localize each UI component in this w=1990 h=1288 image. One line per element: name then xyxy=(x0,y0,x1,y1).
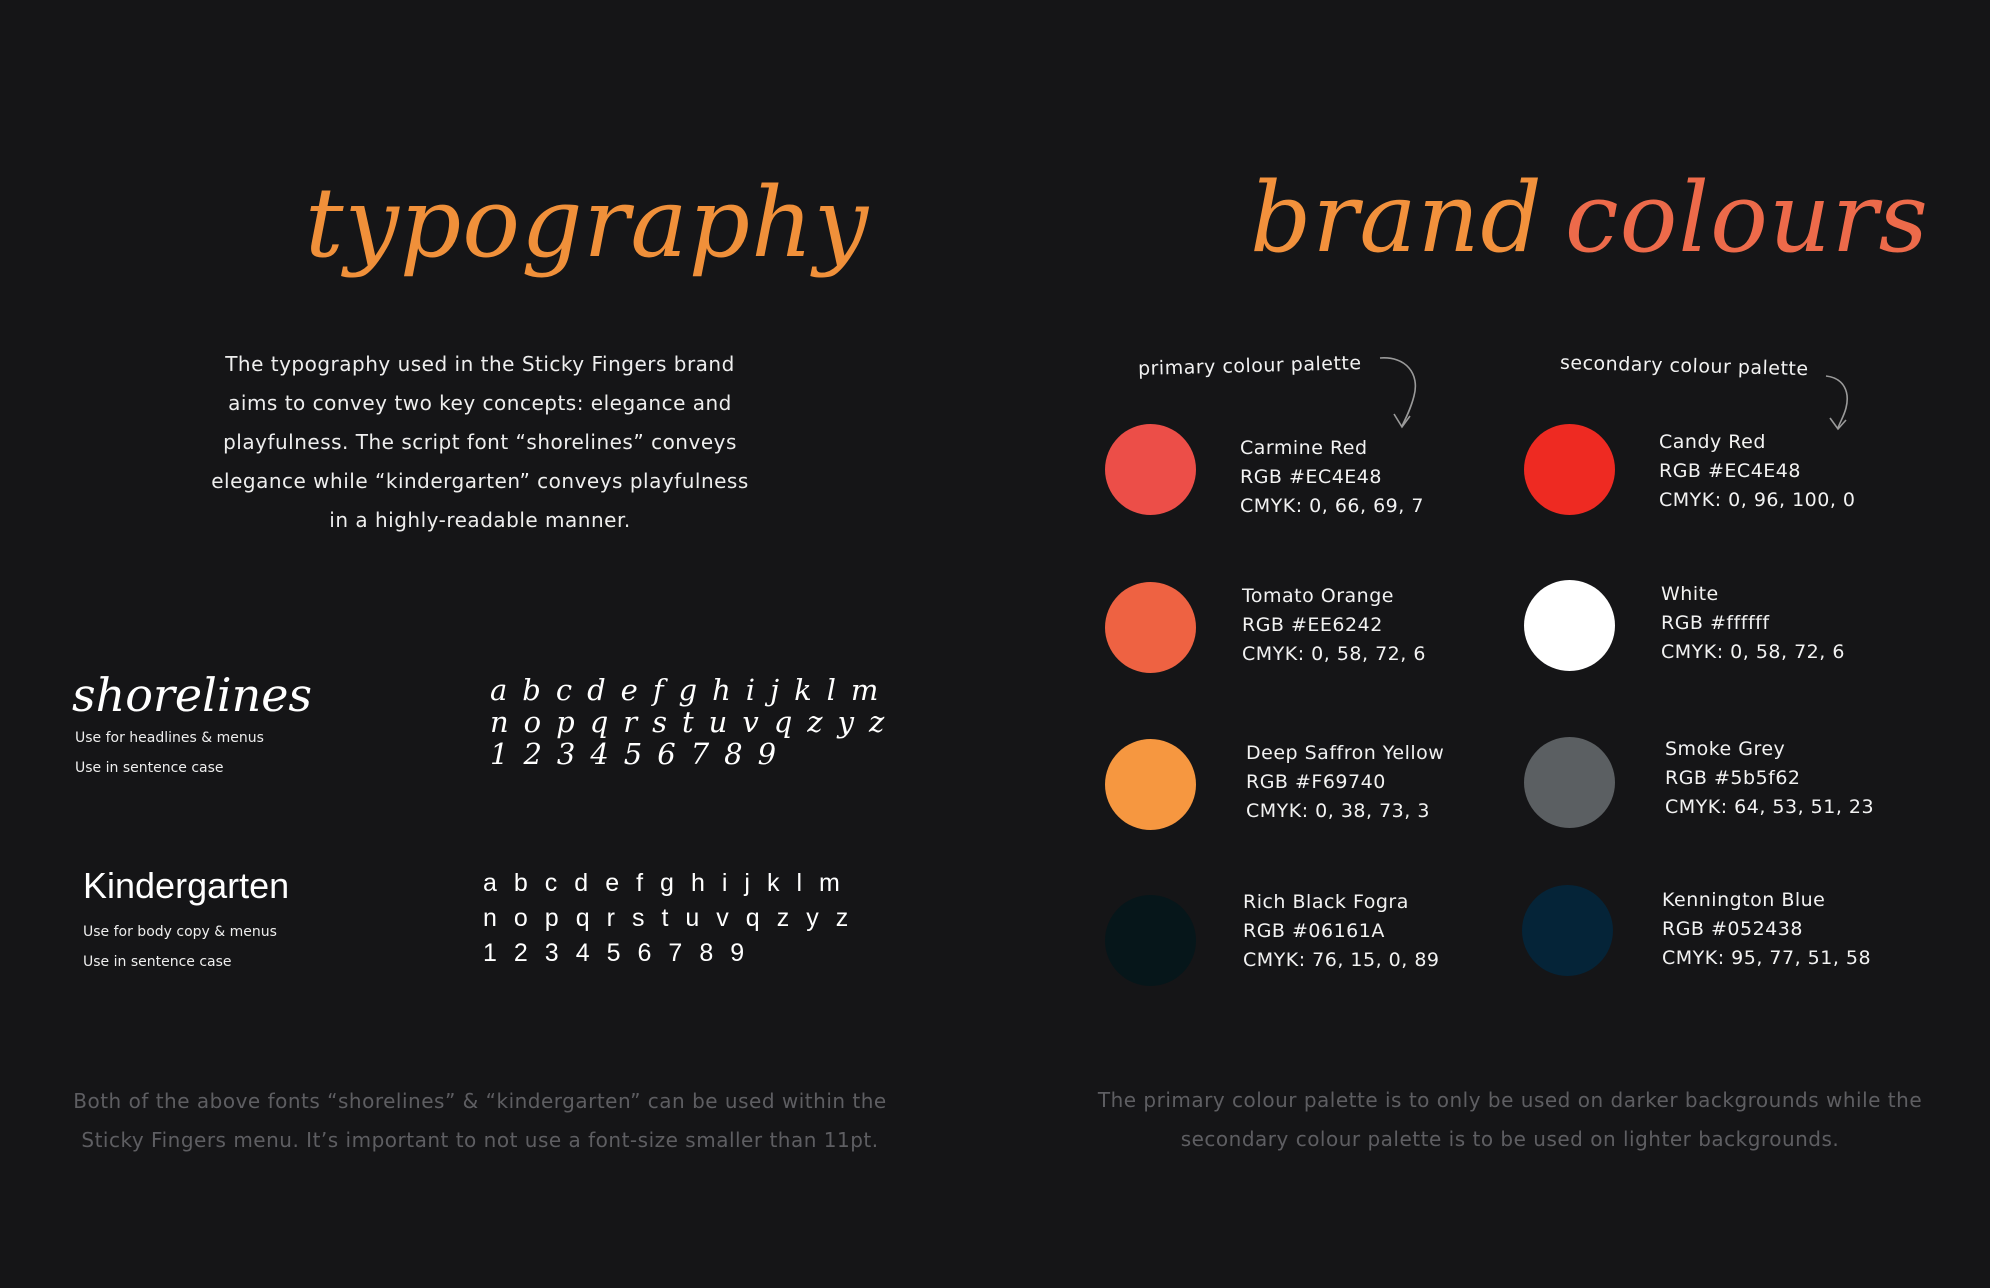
color-cmyk: CMYK: 64, 53, 51, 23 xyxy=(1665,796,1875,818)
color-info xyxy=(1659,428,1856,515)
color-swatch-tomato-orange xyxy=(1105,582,1196,673)
color-swatch-deep-saffron-yellow xyxy=(1105,739,1196,830)
color-cmyk: CMYK: 0, 58, 72, 6 xyxy=(1661,641,1845,663)
color-swatch-rich-black-fogra xyxy=(1105,895,1196,986)
typography-intro: The typography used in the Sticky Fingers brand aims to convey two key concepts: elegance and playfulness. The script font “shorelines” conveys elegance while “kindergarten” conveys playfulness in a highly-readable manner. xyxy=(211,352,749,532)
color-cmyk: CMYK: 76, 15, 0, 89 xyxy=(1243,949,1440,971)
color-info xyxy=(1243,888,1440,975)
color-name: Smoke Grey xyxy=(1665,738,1786,760)
primary-palette-label: primary colour palette xyxy=(1137,352,1362,380)
brand-colours-footnote: The primary colour palette is to only be used on darker backgrounds while the secondary colour palette is to be used on lighter backgrounds. xyxy=(1097,1088,1923,1151)
color-cmyk: CMYK: 95, 77, 51, 58 xyxy=(1662,947,1872,969)
kindergarten-usage xyxy=(83,917,277,977)
color-rgb: RGB #F69740 xyxy=(1246,771,1386,793)
color-rgb: RGB #EC4E48 xyxy=(1240,466,1382,488)
color-name: Kennington Blue xyxy=(1662,889,1826,911)
color-rgb: RGB #EC4E48 xyxy=(1659,460,1801,482)
color-rgb: RGB #06161A xyxy=(1243,920,1385,942)
color-swatch-smoke-grey xyxy=(1524,737,1615,828)
glyph-row: abcdefghijklm xyxy=(490,673,894,707)
typography-title: typography xyxy=(305,167,870,279)
color-rgb: RGB #052438 xyxy=(1662,918,1803,940)
glyph-row: nopqrstuvqzyz xyxy=(490,705,900,739)
color-cmyk: CMYK: 0, 38, 73, 3 xyxy=(1246,800,1430,822)
color-name: White xyxy=(1661,583,1719,605)
color-name: Tomato Orange xyxy=(1242,585,1394,607)
shorelines-usage-line: Use for headlines & menus xyxy=(75,730,264,746)
color-info xyxy=(1661,580,1845,667)
color-name: Rich Black Fogra xyxy=(1243,891,1409,913)
color-swatch-kennington-blue xyxy=(1522,885,1613,976)
secondary-palette-label: secondary colour palette xyxy=(1559,351,1809,381)
glyph-row: 123456789 xyxy=(490,737,792,771)
shorelines-usage-line: Use in sentence case xyxy=(75,760,224,776)
color-name: Candy Red xyxy=(1659,431,1766,453)
color-rgb: RGB #EE6242 xyxy=(1242,614,1383,636)
color-name: Carmine Red xyxy=(1240,437,1368,459)
color-rgb: RGB #5b5f62 xyxy=(1665,767,1801,789)
color-name: Deep Saffron Yellow xyxy=(1246,742,1445,764)
shorelines-glyph-sample xyxy=(490,674,899,770)
color-cmyk: CMYK: 0, 96, 100, 0 xyxy=(1659,489,1856,511)
curved-arrow-icon xyxy=(1822,372,1862,434)
color-swatch-white xyxy=(1524,580,1615,671)
shorelines-usage xyxy=(75,723,264,783)
color-cmyk: CMYK: 0, 66, 69, 7 xyxy=(1240,495,1424,517)
glyph-row: nopqrstuvqzyz xyxy=(483,904,866,932)
brand-colours-title xyxy=(1250,162,1929,274)
kindergarten-usage-line: Use for body copy & menus xyxy=(83,924,277,940)
curved-arrow-icon xyxy=(1376,352,1422,432)
color-info xyxy=(1665,735,1874,822)
kindergarten-font-name: Kindergarten xyxy=(83,865,290,906)
kindergarten-usage-line: Use in sentence case xyxy=(83,954,232,970)
glyph-row: 123456789 xyxy=(483,939,762,967)
color-swatch-carmine-red xyxy=(1105,424,1196,515)
color-swatch-candy-red xyxy=(1524,424,1615,515)
glyph-row: abcdefghijklm xyxy=(483,869,857,897)
color-info xyxy=(1242,582,1426,669)
brand-title-word: colours xyxy=(1564,162,1929,274)
brand-title-word: brand xyxy=(1250,162,1543,274)
kindergarten-glyph-sample xyxy=(483,866,865,971)
color-info xyxy=(1246,739,1444,826)
color-info xyxy=(1662,886,1871,973)
color-info xyxy=(1240,434,1424,521)
color-cmyk: CMYK: 0, 58, 72, 6 xyxy=(1242,643,1426,665)
shorelines-font-name: shorelines xyxy=(72,668,313,722)
typography-footnote: Both of the above fonts “shorelines” & “kindergarten” can be used within the Sticky Fingers menu. It’s important to not use a font-size smaller than 11pt. xyxy=(73,1089,887,1152)
color-rgb: RGB #ffffff xyxy=(1661,612,1770,634)
